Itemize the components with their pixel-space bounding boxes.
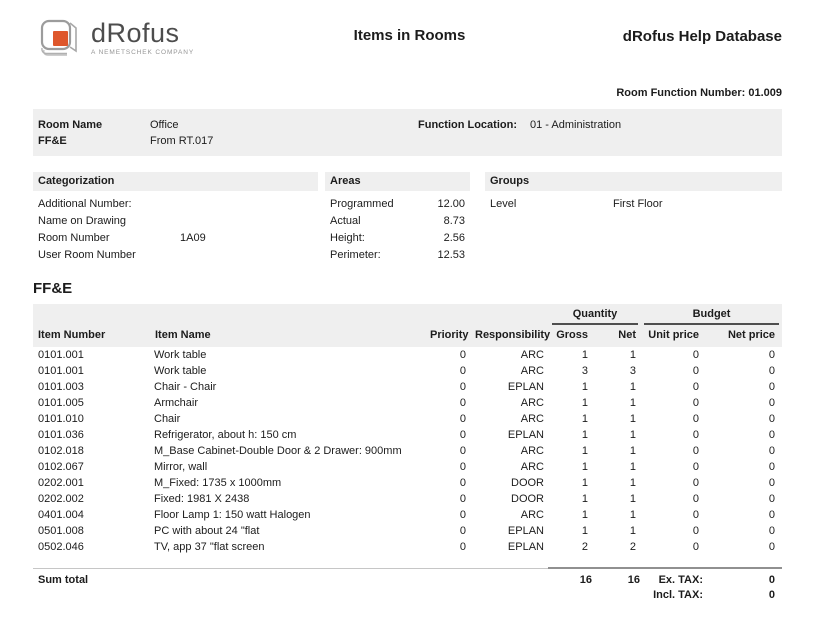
item-name-cell: Chair: [154, 413, 181, 425]
responsibility-cell: ARC: [520, 413, 544, 425]
room-info-box: [33, 109, 782, 156]
net-price-cell: 0: [768, 461, 776, 473]
item-number-cell: 0401.004: [38, 509, 84, 521]
perimeter-value: 12.53: [437, 249, 465, 261]
unit-price-cell: 0: [692, 493, 699, 505]
net-cell: 1: [629, 429, 636, 441]
ffe-value: From RT.017: [150, 135, 214, 147]
net-cell: 2: [629, 541, 636, 553]
responsibility-cell: EPLAN: [507, 381, 544, 393]
level-label: Level: [490, 198, 517, 210]
item-row: [33, 427, 782, 443]
item-name-cell: Armchair: [154, 397, 199, 409]
item-name-cell: Chair - Chair: [154, 381, 217, 393]
net-cell: 1: [629, 525, 636, 537]
categorization-section: [33, 172, 318, 264]
priority-cell: 0: [459, 349, 466, 361]
gross-cell: 1: [581, 525, 588, 537]
database-title: dRofus Help Database: [622, 28, 782, 45]
areas-body: [325, 191, 470, 264]
ffe-table-body: [33, 347, 782, 568]
sum-total-row: [33, 568, 782, 586]
net-price-cell: 0: [768, 413, 776, 425]
item-row: [33, 475, 782, 491]
unit-price-cell: 0: [692, 525, 699, 537]
item-row: [33, 379, 782, 395]
item-number-cell: 0101.001: [38, 349, 84, 361]
gross-cell: 1: [581, 509, 588, 521]
gross-cell: 3: [581, 365, 588, 377]
perimeter-label: Perimeter:: [330, 249, 381, 261]
name-on-drawing-label: Name on Drawing: [38, 215, 127, 227]
responsibility-cell: ARC: [520, 365, 544, 377]
room-number-value: 1A09: [180, 232, 206, 244]
responsibility-cell: ARC: [520, 397, 544, 409]
actual-label: Actual: [330, 215, 361, 227]
responsibility-cell: DOOR: [511, 493, 544, 505]
categorization-row: [33, 213, 318, 230]
sum-total-label: Sum total: [33, 568, 548, 586]
unit-price-cell: 0: [692, 477, 699, 489]
incl-tax-value: 0: [768, 589, 776, 601]
ffe-row: [33, 133, 418, 149]
item-name-header: Item Name: [150, 325, 425, 347]
drofus-logo: [37, 14, 287, 60]
priority-cell: 0: [459, 445, 466, 457]
categorization-row: [33, 196, 318, 213]
incl-tax-label: Incl. TAX:: [653, 589, 703, 601]
unit-price-cell: 0: [692, 509, 699, 521]
net-cell: 1: [629, 349, 636, 361]
quantity-group-label: Quantity: [552, 308, 638, 325]
categorization-row: [33, 247, 318, 264]
unit-price-cell: 0: [692, 461, 699, 473]
level-value: First Floor: [613, 198, 663, 210]
areas-row: [325, 230, 470, 247]
room-name-label: Room Name: [38, 119, 103, 131]
priority-cell: 0: [459, 509, 466, 521]
categorization-body: [33, 191, 318, 264]
item-row: [33, 459, 782, 475]
categorization-row: [33, 230, 318, 247]
item-row: [33, 411, 782, 427]
unit-price-cell: 0: [692, 397, 699, 409]
item-row: [33, 539, 782, 555]
unit-price-cell: 0: [692, 429, 699, 441]
areas-title: Areas: [325, 172, 470, 191]
sum-net-value: 16: [592, 568, 640, 586]
net-price-cell: 0: [768, 477, 776, 489]
net-price-cell: 0: [768, 525, 776, 537]
ex-tax-label: Ex. TAX:: [640, 568, 703, 586]
item-number-cell: 0501.008: [38, 525, 84, 537]
unit-price-header: Unit price: [640, 325, 703, 347]
gross-cell: 1: [581, 445, 588, 457]
responsibility-cell: EPLAN: [507, 429, 544, 441]
unit-price-cell: 0: [692, 349, 699, 361]
table-group-header-row: [33, 304, 782, 325]
unit-price-cell: 0: [692, 445, 699, 457]
gross-cell: 1: [581, 429, 588, 441]
item-name-cell: PC with about 24 "flat: [154, 525, 260, 537]
groups-title: Groups: [485, 172, 782, 191]
programmed-value: 12.00: [437, 198, 465, 210]
report-body: [0, 87, 815, 602]
report-header: [0, 0, 815, 60]
net-cell: 1: [629, 493, 636, 505]
item-row: [33, 491, 782, 507]
net-price-cell: 0: [768, 397, 776, 409]
gross-cell: 2: [581, 541, 588, 553]
sections-row: [33, 172, 782, 264]
unit-price-cell: 0: [692, 541, 699, 553]
priority-cell: 0: [459, 381, 466, 393]
unit-price-cell: 0: [692, 365, 699, 377]
priority-cell: 0: [459, 525, 466, 537]
net-price-header: Net price: [703, 325, 782, 347]
net-cell: 3: [629, 365, 636, 377]
item-row: [33, 363, 782, 379]
item-number-cell: 0101.036: [38, 429, 84, 441]
gross-cell: 1: [581, 381, 588, 393]
groups-row: [485, 196, 782, 213]
net-price-cell: 0: [768, 365, 776, 377]
table-column-header-row: [33, 325, 782, 347]
areas-section: [325, 172, 470, 264]
gross-cell: 1: [581, 493, 588, 505]
item-number-cell: 0502.046: [38, 541, 84, 553]
item-number-cell: 0101.005: [38, 397, 84, 409]
gross-header: Gross: [548, 325, 592, 347]
room-info-left: [33, 117, 418, 149]
priority-header: Priority: [425, 325, 470, 347]
categorization-title: Categorization: [33, 172, 318, 191]
item-name-cell: TV, app 37 "flat screen: [154, 541, 265, 553]
net-price-cell: 0: [768, 429, 776, 441]
additional-number-label: Additional Number:: [38, 198, 132, 210]
areas-row: [325, 213, 470, 230]
item-name-cell: Fixed: 1981 X 2438: [154, 493, 250, 505]
item-name-cell: M_Base Cabinet-Double Door & 2 Drawer: 900mm: [154, 445, 402, 457]
net-price-cell: 0: [768, 541, 776, 553]
budget-group-header: [640, 304, 782, 325]
item-number-cell: 0202.002: [38, 493, 84, 505]
responsibility-header: Responsibility: [470, 325, 548, 347]
budget-group-label: Budget: [644, 308, 779, 325]
responsibility-cell: ARC: [520, 461, 544, 473]
net-price-cell: 0: [768, 509, 776, 521]
priority-cell: 0: [459, 429, 466, 441]
priority-cell: 0: [459, 477, 466, 489]
unit-price-cell: 0: [692, 413, 699, 425]
logo-orange-square: [53, 31, 68, 46]
drofus-logo-icon: [37, 14, 85, 60]
net-header: Net: [592, 325, 640, 347]
net-price-cell: 0: [768, 493, 776, 505]
responsibility-cell: EPLAN: [507, 525, 544, 537]
net-cell: 1: [629, 445, 636, 457]
item-name-cell: Refrigerator, about h: 150 cm: [154, 429, 297, 441]
net-price-cell: 0: [768, 445, 776, 457]
priority-cell: 0: [459, 413, 466, 425]
item-number-cell: 0101.003: [38, 381, 84, 393]
ffe-items-table: [33, 304, 782, 602]
item-name-cell: Floor Lamp 1: 150 watt Halogen: [154, 509, 311, 521]
net-cell: 1: [629, 461, 636, 473]
room-function-number: Room Function Number: 01.009: [616, 87, 782, 99]
logo-text: [91, 20, 194, 56]
areas-row: [325, 196, 470, 213]
net-cell: 1: [629, 509, 636, 521]
responsibility-cell: EPLAN: [507, 541, 544, 553]
net-price-cell: 0: [768, 381, 776, 393]
item-row: [33, 347, 782, 363]
function-location-label: Function Location:: [418, 119, 517, 131]
gross-cell: 1: [581, 397, 588, 409]
quantity-group-header: [548, 304, 640, 325]
item-name-cell: Mirror, wall: [154, 461, 208, 473]
net-cell: 1: [629, 413, 636, 425]
table-spacer-row: [33, 555, 782, 568]
item-row: [33, 443, 782, 459]
brand-name: dRofus: [91, 18, 180, 48]
priority-cell: 0: [459, 365, 466, 377]
item-number-header: Item Number: [33, 325, 150, 347]
height-label: Height:: [330, 232, 365, 244]
function-location-row: [418, 117, 782, 149]
areas-row: [325, 247, 470, 264]
height-value: 2.56: [443, 232, 465, 244]
ex-tax-value: 0: [703, 568, 782, 586]
responsibility-cell: ARC: [520, 349, 544, 361]
actual-value: 8.73: [443, 215, 465, 227]
item-number-cell: 0101.010: [38, 413, 84, 425]
room-name-row: [33, 117, 418, 133]
gross-cell: 1: [581, 413, 588, 425]
priority-cell: 0: [459, 461, 466, 473]
item-row: [33, 507, 782, 523]
gross-cell: 1: [581, 477, 588, 489]
groups-section: [485, 172, 782, 264]
responsibility-cell: DOOR: [511, 477, 544, 489]
brand-tagline: A NEMETSCHEK COMPANY: [91, 49, 195, 56]
programmed-label: Programmed: [330, 198, 394, 210]
item-number-cell: 0102.018: [38, 445, 84, 457]
group-header-spacer: [33, 304, 548, 325]
sum-gross-value: 16: [548, 568, 592, 586]
item-number-cell: 0101.001: [38, 365, 84, 377]
net-cell: 1: [629, 477, 636, 489]
gross-cell: 1: [581, 461, 588, 473]
room-name-value: Office: [150, 119, 179, 131]
priority-cell: 0: [459, 493, 466, 505]
item-row: [33, 395, 782, 411]
item-name-cell: M_Fixed: 1735 x 1000mm: [154, 477, 282, 489]
user-room-number-label: User Room Number: [38, 249, 136, 261]
ffe-section-title: FF&E: [33, 280, 73, 297]
item-name-cell: Work table: [154, 349, 207, 361]
function-location-value: 01 - Administration: [530, 119, 622, 131]
incl-tax-row: [33, 586, 782, 602]
responsibility-cell: ARC: [520, 445, 544, 457]
priority-cell: 0: [459, 541, 466, 553]
item-number-cell: 0202.001: [38, 477, 84, 489]
report-title: Items in Rooms: [353, 27, 466, 44]
gross-cell: 1: [581, 349, 588, 361]
item-name-cell: Work table: [154, 365, 207, 377]
incl-tax-spacer: [33, 586, 640, 602]
room-number-label: Room Number: [38, 232, 110, 244]
net-cell: 1: [629, 397, 636, 409]
unit-price-cell: 0: [692, 381, 699, 393]
item-number-cell: 0102.067: [38, 461, 84, 473]
net-cell: 1: [629, 381, 636, 393]
groups-body: [485, 191, 782, 213]
net-price-cell: 0: [768, 349, 776, 361]
responsibility-cell: ARC: [520, 509, 544, 521]
item-row: [33, 523, 782, 539]
priority-cell: 0: [459, 397, 466, 409]
ffe-label: FF&E: [38, 135, 67, 147]
